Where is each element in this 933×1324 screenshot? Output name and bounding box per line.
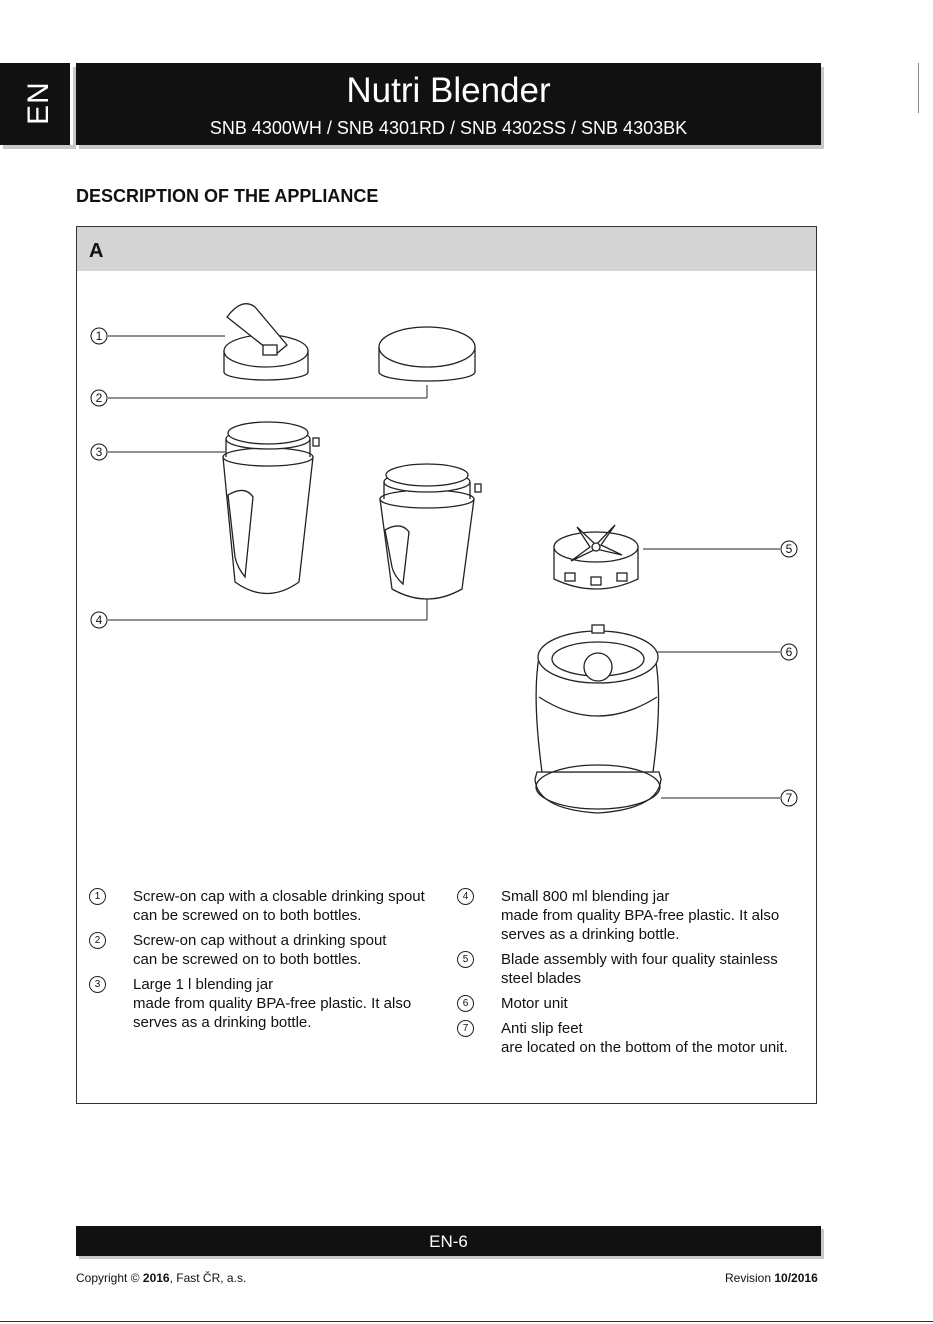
item-title: Blade assembly with four quality stainless steel blades bbox=[501, 951, 778, 987]
page-title: Nutri Blender bbox=[346, 71, 551, 110]
description-list-right bbox=[457, 887, 802, 1063]
item-title: Motor unit bbox=[501, 995, 568, 1012]
item-detail: can be screwed on to both bottles. bbox=[133, 907, 362, 924]
callout-7 bbox=[781, 790, 797, 806]
svg-text:4: 4 bbox=[95, 613, 103, 627]
item-title: Large 1 l blending jar bbox=[133, 976, 274, 993]
cap-with-spout bbox=[224, 304, 308, 380]
item-title: Anti slip feet bbox=[501, 1020, 583, 1037]
svg-text:3: 3 bbox=[95, 445, 103, 459]
item-number: 7 bbox=[457, 1020, 474, 1037]
figure-box bbox=[76, 226, 817, 1104]
copyright-notice bbox=[76, 1271, 246, 1285]
cap-without-spout bbox=[379, 327, 475, 381]
svg-text:1: 1 bbox=[95, 329, 103, 343]
item-detail: made from quality BPA-free plastic. It also serves as a drinking bottle. bbox=[501, 907, 780, 943]
list-item bbox=[89, 931, 434, 969]
revision-notice bbox=[725, 1271, 818, 1285]
list-item bbox=[89, 887, 434, 925]
item-title: Screw-on cap with a closable drinking spout bbox=[133, 888, 425, 905]
item-number: 2 bbox=[89, 932, 106, 949]
list-item bbox=[457, 994, 802, 1013]
item-detail: can be screwed on to both bottles. bbox=[133, 951, 362, 968]
item-number: 5 bbox=[457, 951, 474, 968]
item-number: 3 bbox=[89, 976, 106, 993]
motor-unit bbox=[535, 625, 661, 813]
callout-4 bbox=[91, 612, 107, 628]
item-number: 1 bbox=[89, 888, 106, 905]
callout-2 bbox=[91, 390, 107, 406]
item-number: 4 bbox=[457, 888, 474, 905]
svg-text:6: 6 bbox=[785, 645, 793, 659]
list-item bbox=[457, 887, 802, 944]
bottom-rule bbox=[0, 1321, 933, 1322]
callout-5 bbox=[781, 541, 797, 557]
language-label: EN bbox=[22, 81, 55, 125]
item-title: Small 800 ml blending jar bbox=[501, 888, 670, 905]
item-number: 6 bbox=[457, 995, 474, 1012]
small-jar bbox=[380, 464, 481, 599]
blade-assembly bbox=[554, 525, 638, 589]
item-detail: made from quality BPA-free plastic. It also serves as a drinking bottle. bbox=[133, 995, 412, 1031]
item-title: Screw-on cap without a drinking spout bbox=[133, 932, 387, 949]
page-edge-mark bbox=[918, 63, 919, 113]
svg-text:2: 2 bbox=[95, 391, 103, 405]
copyright-company: , Fast ČR, a.s. bbox=[169, 1271, 247, 1285]
figure-label: A bbox=[77, 227, 816, 271]
list-item bbox=[457, 1019, 802, 1057]
list-item bbox=[457, 950, 802, 988]
section-heading: DESCRIPTION OF THE APPLIANCE bbox=[76, 186, 379, 206]
revision-prefix: Revision bbox=[725, 1271, 772, 1285]
callout-1 bbox=[91, 328, 107, 344]
svg-text:5: 5 bbox=[785, 542, 793, 556]
svg-text:7: 7 bbox=[785, 791, 793, 805]
copyright-year: 2016 bbox=[142, 1271, 170, 1285]
language-tab bbox=[0, 63, 73, 145]
page-header bbox=[76, 63, 821, 145]
callout-6 bbox=[781, 644, 797, 660]
page-number-bar bbox=[76, 1226, 821, 1256]
description-list-left bbox=[89, 887, 434, 1038]
revision-value: 10/2016 bbox=[774, 1271, 818, 1285]
callout-3 bbox=[91, 444, 107, 460]
page-number: EN-6 bbox=[429, 1232, 468, 1251]
model-numbers: SNB 4300WH / SNB 4301RD / SNB 4302SS / SNB 4303BK bbox=[209, 118, 688, 138]
copyright-prefix: Copyright © bbox=[76, 1271, 140, 1285]
item-detail: are located on the bottom of the motor unit. bbox=[501, 1039, 788, 1056]
list-item bbox=[89, 975, 434, 1032]
large-jar bbox=[223, 422, 319, 594]
